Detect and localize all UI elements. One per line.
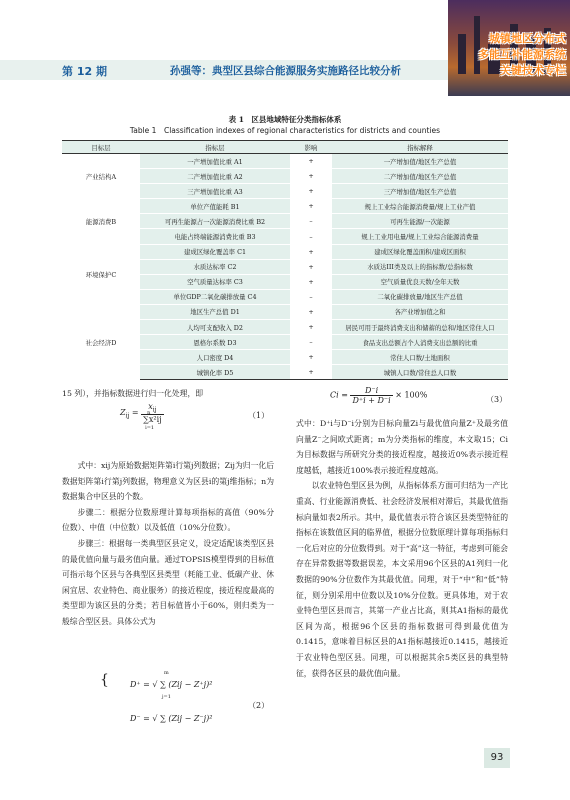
indicator-cell: 二产增加值比重 A2 bbox=[140, 169, 290, 184]
eq3-fraction bbox=[350, 386, 392, 405]
indicator-cell: 可再生能源占一次能源消费比重 B2 bbox=[140, 214, 290, 229]
table-header-row bbox=[62, 141, 508, 154]
target-cell: 社会经济D bbox=[62, 304, 140, 379]
indicator-cell: 三产增加值比重 A3 bbox=[140, 184, 290, 199]
table-row bbox=[62, 199, 508, 214]
banner-line: 多能互补能源系统 bbox=[478, 48, 566, 61]
eq1-sum-top: n bbox=[147, 409, 151, 416]
right-paragraph: 式中：D⁺i与D⁻i分别为目标向量Zi与最优值向量Z⁺及最劣值向量Z⁻之间欧式距离；m为分类指标的维度，本文取15；Ci为目标数据与所研究分类的接近程度，越接近0%表示接近程度越低，越接近100%表示接近程度越高。 bbox=[296, 419, 508, 475]
target-cell: 能源消费B bbox=[62, 199, 140, 244]
eq2-line-a: D⁺ = √ ∑ (Zij − Z⁺j)² bbox=[130, 680, 213, 689]
indicator-cell: 恩格尔系数 D3 bbox=[140, 335, 290, 350]
explanation-cell: 居民可用于最终消费支出和储蓄的总和/地区常住人口 bbox=[332, 320, 508, 335]
left-body bbox=[62, 458, 274, 630]
indicator-cell: 空气质量达标率 C3 bbox=[140, 274, 290, 289]
effect-cell: – bbox=[290, 335, 332, 350]
effect-cell: + bbox=[290, 259, 332, 274]
explanation-cell: 一产增加值/地区生产总值 bbox=[332, 154, 508, 169]
eq2-brace: { bbox=[100, 672, 109, 688]
effect-cell: + bbox=[290, 169, 332, 184]
effect-cell: + bbox=[290, 184, 332, 199]
page-number: 93 bbox=[484, 748, 510, 768]
eq1-num: x bbox=[148, 402, 153, 411]
banner-line: 关键技术专栏 bbox=[500, 64, 566, 77]
table-caption-en: Table 1 Classification indexes of regional characteristics for districts and counties bbox=[129, 126, 441, 135]
explanation-cell: 规上工业综合能源消费量/规上工业产值 bbox=[332, 199, 508, 214]
effect-cell: – bbox=[290, 214, 332, 229]
issue-number: 第 12 期 bbox=[62, 65, 107, 78]
eq3-tail: × 100% bbox=[395, 390, 428, 400]
target-cell: 产业结构A bbox=[62, 154, 140, 199]
explanation-cell: 水质达III类及以上的指标数/总指标数 bbox=[332, 259, 508, 274]
indicator-cell: 人均可支配收入 D2 bbox=[140, 320, 290, 335]
effect-cell: + bbox=[290, 350, 332, 365]
explanation-cell: 常住人口数/土地面积 bbox=[332, 350, 508, 365]
column-header: 指标层 bbox=[140, 141, 290, 154]
explanation-cell: 二产增加值/地区生产总值 bbox=[332, 169, 508, 184]
eq2-sum-bottom: j=1 bbox=[162, 694, 171, 700]
intro-text: 15 列），并指标数据进行归一化处理，即 bbox=[62, 389, 204, 398]
effect-cell: + bbox=[290, 199, 332, 214]
table-row bbox=[62, 154, 508, 169]
left-intro bbox=[62, 386, 274, 402]
eq2-number: （2） bbox=[248, 701, 270, 710]
effect-cell: – bbox=[290, 289, 332, 304]
effect-cell: + bbox=[290, 274, 332, 289]
left-paragraph: 步骤三：根据每一类典型区县定义，设定适配该类型区县的最优值向量与最劣值向量。通过TOPSIS模型得到的目标值可指示每个区县与各典型区县类型（耗能工业、低碳产业、休闲宜居、农业特色、商业服务）的接近程度，接近程度最高的类型即为该区县的分类；若目标值皆小于60%，则归类为一般综合型区县。具体公式为 bbox=[62, 538, 274, 626]
eq2-line-b: D⁻ = √ ∑ (Zij − Z⁻j)² bbox=[130, 714, 213, 723]
effect-cell: + bbox=[290, 304, 332, 319]
explanation-cell: 三产增加值/地区生产总值 bbox=[332, 184, 508, 199]
effect-cell: + bbox=[290, 244, 332, 259]
eq1-den: ∑x²ij bbox=[143, 414, 162, 424]
explanation-cell: 二氧化碳排放量/地区生产总值 bbox=[332, 289, 508, 304]
explanation-cell: 规上工业用电量/规上工业综合能源消费量 bbox=[332, 229, 508, 244]
right-paragraph: 以农业特色型区县为例，从指标体系方面可归结为一产比重高、行业能源消费低、社会经济发展相对滞后，其最优值指标向量如表2所示。其中，最优值表示符合该区县类型特征的指标在该数值区间的临界值，根据分位数原理计算每项指标归一化后对应的分位数得到。对于“高”这一特征，考虑到可能会存在异常数据等数据误差，本文采用96个区县的A1列归一化数据的90%分位数作为其最优值。同理，对于“中”和“低”特征，则分别采用中位数以及10%分位数。更具体地，对于农业特色型区县而言，其第一产业占比高，则其A1指标的最优区间为高，根据96个区县的指标数据可得到最优值为0.1415，意味着目标区县的A1指标越接近0.1415，越接近于农业特色型区县。同理，可以根据其余5类区县的典型特征，获得各区县的最优值向量。 bbox=[296, 481, 508, 678]
indicator-cell: 电能占终端能源消费比重 B3 bbox=[140, 229, 290, 244]
running-title: 孙强等：典型区县综合能源服务实施路径比较分析 bbox=[170, 65, 401, 77]
eq3-den: D⁺i + D⁻i bbox=[352, 396, 391, 405]
effect-cell: + bbox=[290, 320, 332, 335]
eq3-lhs: Ci = bbox=[330, 390, 348, 400]
explanation-cell: 食品支出总额占个人消费支出总额的比重 bbox=[332, 335, 508, 350]
classification-table bbox=[62, 140, 508, 380]
indicator-cell: 城镇化率 D5 bbox=[140, 365, 290, 380]
equation-3 bbox=[330, 386, 427, 405]
explanation-cell: 空气质量优良天数/全年天数 bbox=[332, 274, 508, 289]
target-cell: 环境保护C bbox=[62, 244, 140, 304]
eq3-num: D⁻i bbox=[364, 386, 379, 395]
eq1-lhs-sub: ij bbox=[125, 412, 130, 420]
building-silhouette bbox=[458, 34, 466, 74]
right-body bbox=[296, 416, 508, 681]
indicator-cell: 一产增加值比重 A1 bbox=[140, 154, 290, 169]
effect-cell: + bbox=[290, 154, 332, 169]
left-paragraph: 式中：xij为原始数据矩阵第i行第j列数据；Zij为归一化后数据矩阵第i行第j列数据，物理意义为区县i的第j维指标；n为数据集合中区县的个数。 bbox=[62, 461, 274, 502]
explanation-cell: 城镇人口数/常住总人口数 bbox=[332, 365, 508, 380]
eq1-num-sub: ij bbox=[152, 406, 157, 414]
explanation-cell: 可再生能源/一次能源 bbox=[332, 214, 508, 229]
table-row bbox=[62, 304, 508, 319]
left-paragraph: 步骤二：根据分位数原理计算每项指标的高值（90%分位数）、中值（中位数）以及低值（10%分位数）。 bbox=[62, 507, 274, 533]
explanation-cell: 建成区绿化覆盖面积/建成区面积 bbox=[332, 244, 508, 259]
table-caption-cn: 表 1 区县地域特征分类指标体系 bbox=[228, 115, 342, 124]
effect-cell: – bbox=[290, 229, 332, 244]
eq3-number: （3） bbox=[486, 395, 508, 404]
eq1-sum-bottom: i=1 bbox=[145, 424, 155, 431]
column-header: 指标解释 bbox=[332, 141, 508, 154]
column-banner bbox=[448, 0, 570, 96]
column-header: 影响 bbox=[290, 141, 332, 154]
eq2-sum-top: m bbox=[164, 670, 169, 676]
eq1-number: （1） bbox=[248, 411, 270, 420]
building-silhouette bbox=[474, 16, 480, 74]
indicator-cell: 水质达标率 C2 bbox=[140, 259, 290, 274]
effect-cell: + bbox=[290, 365, 332, 380]
indicator-cell: 单位产值能耗 B1 bbox=[140, 199, 290, 214]
indicator-cell: 建成区绿化覆盖率 C1 bbox=[140, 244, 290, 259]
banner-line: 城镇地区分布式 bbox=[489, 32, 566, 45]
indicator-cell: 地区生产总值 D1 bbox=[140, 304, 290, 319]
column-header: 目标层 bbox=[62, 141, 140, 154]
table-row bbox=[62, 244, 508, 259]
indicator-cell: 单位GDP二氧化碳排放量 C4 bbox=[140, 289, 290, 304]
eq1-lhs: Z bbox=[120, 407, 126, 417]
indicator-cell: 人口密度 D4 bbox=[140, 350, 290, 365]
page-header bbox=[0, 0, 570, 96]
explanation-cell: 各产业增加值之和 bbox=[332, 304, 508, 319]
equation-1: $Z_{ij}$ = $x_{ij}$ n ∑x²ij i=1 bbox=[120, 402, 162, 431]
